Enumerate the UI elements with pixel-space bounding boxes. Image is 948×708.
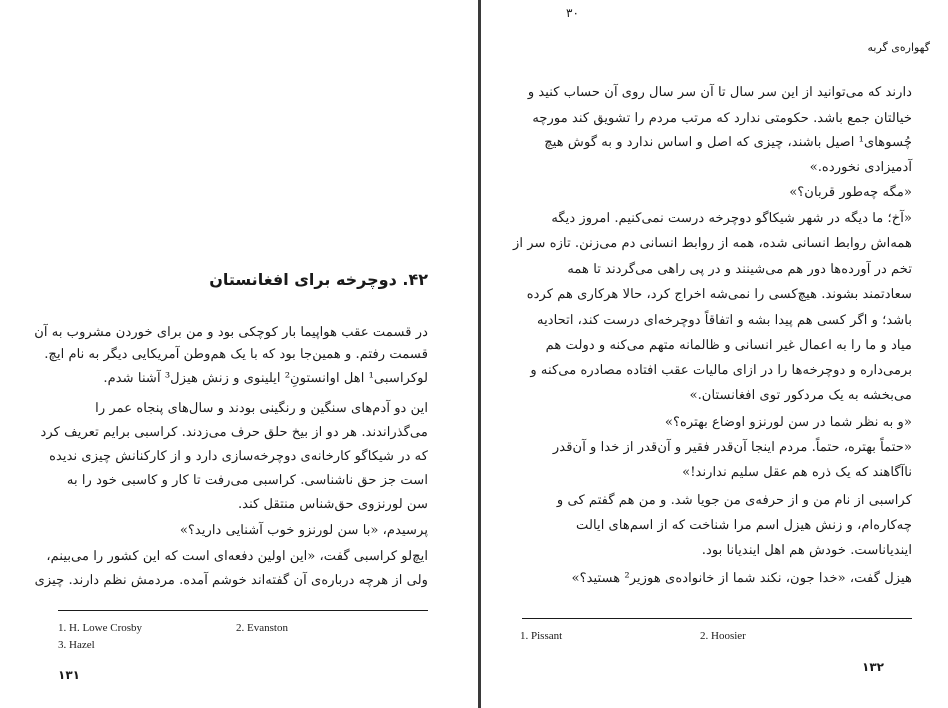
body-line: است جز حق ناشناسی. کراسبی می‌رفت تا کار و کاسبی خود را به: [66, 473, 428, 488]
body-line: لوکراسبی¹ اهل اوانستونِ² ایلینوی و زنش هیزل³ آشنا شدم.: [103, 371, 428, 386]
body-line: چه‌کاره‌ام، و زنش هیزل اسم مرا شناخت که از اسم‌های ایالت: [576, 518, 912, 533]
body-line: خیالتان جمع باشد. حکومتی ندارد که مرتب مردم را تشویق کند مورچه: [532, 111, 912, 126]
body-line: ایندیاناست. خودش هم اهل ایندیانا بود.: [701, 543, 912, 558]
body-line: در قسمت عقب هواپیما بار کوچکی بود و من برای خوردن مشروب به آن: [34, 325, 428, 340]
body-line: ایچ‌لو کراسبی گفت، «این اولین دفعه‌ای است که این کشور را می‌بینم،: [46, 549, 428, 564]
body-line: می‌گذراندند. هر دو از بیخ حلق حرف می‌زدند. کراسبی برایم تعریف کرد: [40, 425, 428, 440]
running-head: گهواره‌ی گربه: [867, 41, 930, 54]
body-line: ولی از هرچه درباره‌ی آن گفته‌اند خوشم آمده. مردمش نظم دارند. چیزی: [34, 573, 428, 588]
body-line: «مگه چه‌طور قربان؟»: [789, 185, 912, 200]
body-line: تخم در آورده‌ها دور هم می‌شینند و در پی راهی می‌گردند تا همه: [567, 262, 912, 277]
footnote-rule: [522, 618, 912, 619]
body-line: می‌بخشه به یک مردکور توی افغانستان.»: [689, 388, 912, 403]
top-mark: ٣٠: [566, 6, 579, 20]
body-line: که در شیکاگو کارخانه‌ی دوچرخه‌سازی دارد و از کارکنانش چیزی ندیده: [49, 449, 428, 464]
gutter: [478, 0, 481, 708]
body-line: قسمت رفتم. و همین‌جا بود که با یک هم‌وطن آمریکایی دیگر به نام ایچ.: [44, 347, 428, 362]
body-line: «و به نظر شما در سن لورنزو اوضاع بهتره؟»: [664, 415, 912, 430]
body-line: همه‌اش روابط انسانی شده، همه از روابط انسانی دم می‌زنن. تازه سر از: [513, 236, 912, 251]
body-line: آدمیزادی نخورده.»: [809, 160, 912, 175]
body-line: کراسبی از نام من و از حرفه‌ی من جویا شد. و من هم گفتم کی و: [556, 493, 912, 508]
body-line: باشد؛ و اگر کسی هم پیدا بشه و اتفاقاً دوچرخه‌ای درست کند، اتحادیه: [537, 313, 912, 328]
footnote: 3. Hazel: [58, 639, 95, 651]
page-number: ۱۳۲: [862, 660, 884, 674]
footnote: 2. Evanston: [236, 622, 288, 634]
body-line: برمی‌داره و دوچرخه‌ها را در ازای مالیات عقب افتاده مصادره می‌کنه و: [530, 363, 912, 378]
footnote: 1. H. Lowe Crosby: [58, 622, 143, 634]
body-line: سعادتمند بشوند. هیچ‌کسی را نمی‌شه اخراج کرد، حالا هرکاری هم کرده: [526, 287, 912, 302]
body-line: این دو آدم‌های سنگین و رنگینی بودند و سال‌های پنجاه عمر را: [95, 401, 428, 416]
page-number: ۱۳۱: [58, 668, 80, 682]
body-line: چُسوهای¹ اصیل باشند، چیزی که اصل و اساس ندارد و به گوش هیچ: [544, 135, 912, 150]
body-line: سن لورنزوی حق‌شناس منتقل کند.: [237, 497, 428, 512]
footnote-rule: [58, 610, 428, 611]
body-line: ناآگاهند که یک ذره هم عقل سلیم ندارند!»: [682, 465, 912, 480]
body-line: هیزل گفت، «خدا جون، نکند شما از خانواده‌ی هوزیر² هستید؟»: [571, 571, 912, 586]
chapter-title: ۴۲. دوچرخه برای افغانستان: [209, 270, 428, 289]
body-line: «آخ؛ ما دیگه در شهر شیکاگو دوچرخه درست نمی‌کنیم. امروز دیگه: [551, 211, 912, 226]
body-line: «حتماً بهتره، حتماً. مردم اینجا آن‌قدر فقیر و آن‌قدر از خدا و آن‌قدر: [552, 440, 912, 455]
right-page: [482, 0, 948, 708]
footnote: 1. Pissant: [520, 630, 563, 642]
footnote: 2. Hoosier: [700, 630, 746, 642]
body-line: میاد و ما را به اعمال غیر انسانی و ظالمانه متهم می‌کنه و دولت هم: [545, 338, 912, 353]
body-line: دارند که می‌توانید از این سر سال تا آن سر سال روی آن حساب کنید و: [527, 85, 912, 100]
body-line: پرسیدم، «با سن لورنزو خوب آشنایی دارید؟»: [179, 523, 428, 538]
